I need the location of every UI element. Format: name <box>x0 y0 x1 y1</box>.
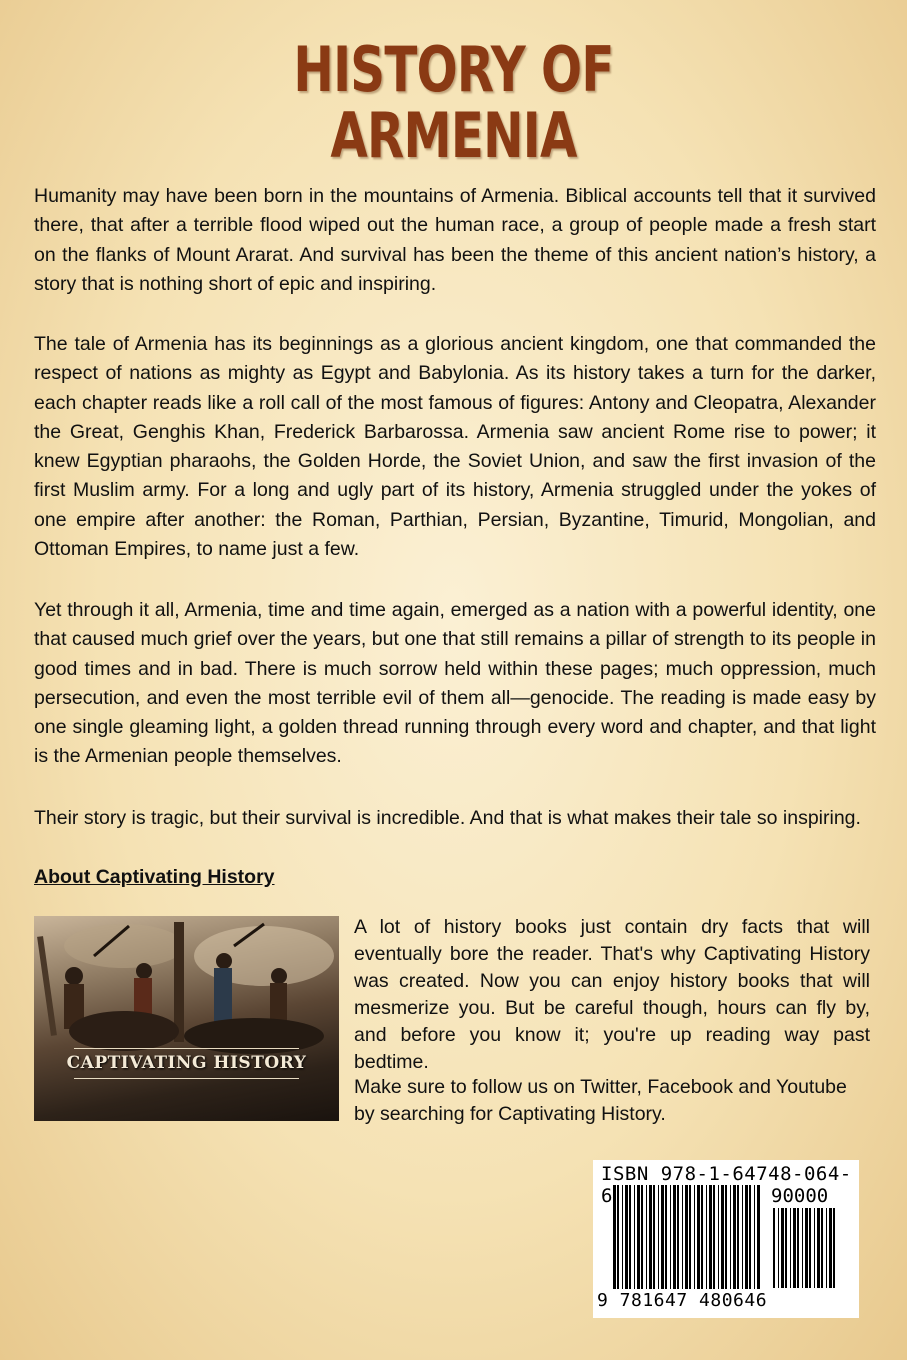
isbn-label: ISBN 978-1-64748-064-6 <box>601 1163 852 1207</box>
barcode-bar <box>749 1185 751 1289</box>
barcode-bar <box>641 1185 643 1289</box>
barcode-bar <box>757 1185 760 1289</box>
follow-us-text: Make sure to follow us on Twitter, Facebook and Youtube by searching for Captivating History. <box>354 1076 847 1125</box>
ean-digits: 9 781647 480646 <box>597 1290 768 1311</box>
barcode-bar <box>814 1208 815 1288</box>
barcode-bar <box>646 1185 647 1289</box>
barcode-bar <box>742 1185 743 1289</box>
barcode-bar <box>622 1185 623 1289</box>
barcode-bar <box>673 1185 676 1289</box>
barcode-bar <box>661 1185 664 1289</box>
barcode-bar <box>725 1185 727 1289</box>
cover-title-line2: ARMENIA <box>330 99 577 172</box>
barcode-bar <box>821 1208 823 1288</box>
barcode-bar <box>689 1185 691 1289</box>
publisher-logo-image <box>34 916 339 1121</box>
about-heading: About Captivating History <box>34 866 275 888</box>
barcode-bar <box>737 1185 739 1289</box>
addon-barcode <box>771 1208 841 1288</box>
barcode-bar <box>730 1185 731 1289</box>
publisher-logo-text: CAPTIVATING HISTORY <box>66 1053 307 1073</box>
barcode-bar <box>802 1208 803 1288</box>
barcode-bar <box>701 1185 703 1289</box>
barcode-bar <box>718 1185 719 1289</box>
battle-scene-illustration <box>34 916 339 1121</box>
barcode-bar <box>797 1208 799 1288</box>
barcode-bar <box>733 1185 736 1289</box>
blurb-paragraph-2: The tale of Armenia has its beginnings as a glorious ancient kingdom, one that commanded the respect of nations as mighty as Egypt and Babylonia. As its history takes a turn for the darker, each chapter reads like a roll call of the most famous of figures: Antony and Cleopatra, Alexander the Great, Genghis Khan, Frederick Barbarossa. Armenia saw ancient Rome rise to power; it knew Egyptian pharaohs, the Golden Horde, the Soviet Union, and saw the first invasion of the first Muslim army. For a long and ugly part of its history, Armenia struggled under the yokes of one empire after another: the Roman, Parthian, Persian, Byzantine, Timurid, Mongolian, and Ottoman Empires, to name just a few. <box>34 333 876 561</box>
barcode-bar <box>745 1185 748 1289</box>
barcode-bar <box>754 1185 755 1289</box>
barcode-bar <box>682 1185 683 1289</box>
barcode-bar <box>721 1185 724 1289</box>
barcode-bar <box>670 1185 671 1289</box>
price-code: 90000 <box>771 1185 829 1207</box>
barcode-bar <box>778 1208 779 1288</box>
barcode-bar <box>658 1185 659 1289</box>
barcode-bar <box>713 1185 715 1289</box>
barcode-bar <box>697 1185 700 1289</box>
barcode-bar <box>790 1208 791 1288</box>
barcode-bar <box>653 1185 655 1289</box>
barcode-bar <box>617 1185 619 1289</box>
barcode-bar <box>785 1208 787 1288</box>
ean-barcode <box>611 1185 761 1295</box>
barcode-bar <box>685 1185 688 1289</box>
blurb-paragraph-1: Humanity may have been born in the mountains of Armenia. Biblical accounts tell that it survived there, that after a terrible flood wiped out the human race, a group of people made a fresh start on the flanks of Mount Ararat. And survival has been the theme of this ancient nation’s history, a story that is nothing short of epic and inspiring. <box>34 185 876 295</box>
barcode-bar <box>773 1208 775 1288</box>
barcode-bar <box>629 1185 631 1289</box>
barcode-bar <box>793 1208 796 1288</box>
barcode-bar <box>826 1208 827 1288</box>
barcode-bar <box>665 1185 667 1289</box>
barcode-bar <box>625 1185 628 1289</box>
barcode-box <box>593 1160 859 1318</box>
barcode-bar <box>677 1185 679 1289</box>
barcode-bar <box>817 1208 820 1288</box>
barcode-bar <box>694 1185 695 1289</box>
barcode-bar <box>781 1208 784 1288</box>
barcode-bar <box>706 1185 707 1289</box>
blurb-paragraph-4: Their story is tragic, but their survival is incredible. And that is what makes their tale so inspiring. <box>34 807 861 829</box>
blurb-paragraph-3: Yet through it all, Armenia, time and time again, emerged as a nation with a powerful identity, one that caused much grief over the years, but one that still remains a pillar of strength to its people in good times and in bad. There is much sorrow held within these pages; much oppression, much persecution, and even the most terrible evil of them all—genocide. The reading is made easy by one single gleaming light, a golden thread running through every word and chapter, and that light is the Armenian people themselves. <box>34 599 876 768</box>
barcode-bar <box>649 1185 652 1289</box>
barcode-bar <box>809 1208 811 1288</box>
cover-title-line1: HISTORY OF <box>293 33 614 106</box>
barcode-bar <box>709 1185 712 1289</box>
logo-rule-bottom <box>74 1078 299 1079</box>
barcode-bar <box>613 1185 616 1289</box>
barcode-bar <box>829 1208 832 1288</box>
barcode-bar <box>833 1208 835 1288</box>
barcode-bar <box>634 1185 635 1289</box>
logo-rule-top <box>74 1048 299 1049</box>
barcode-bar <box>637 1185 640 1289</box>
barcode-bar <box>805 1208 808 1288</box>
about-description: A lot of history books just contain dry facts that will eventually bore the reader. That's why Captivating History was created. Now you can enjoy history books that will mesmerize you. But be careful though, hours can fly by, and before you know it; you're up reading way past bedtime. <box>354 916 870 1073</box>
